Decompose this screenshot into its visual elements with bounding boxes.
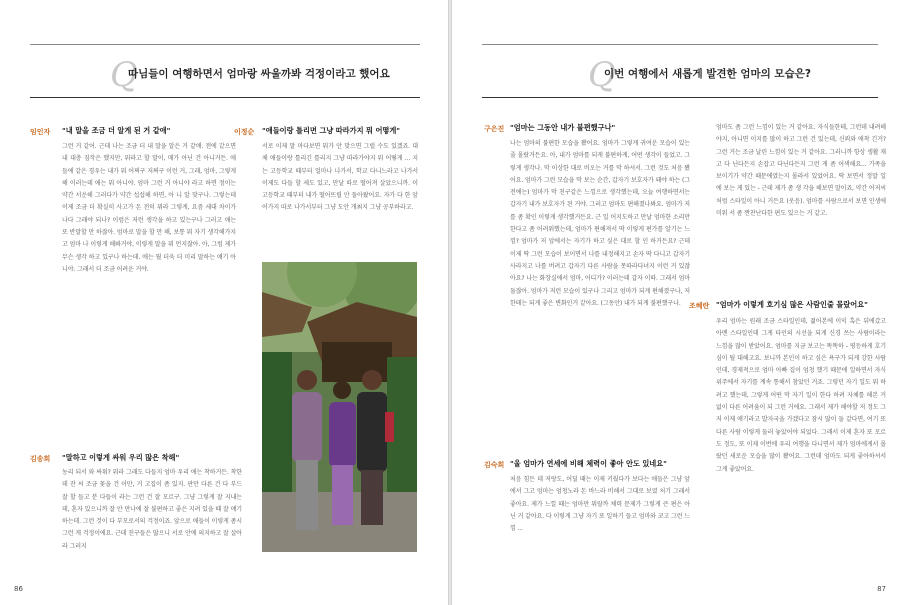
interviewee-name: 김송희 <box>30 455 51 463</box>
page-number: 86 <box>14 585 23 593</box>
quote-heading: "말하고 이렇게 싸워 우리 많은 착해" <box>62 453 180 462</box>
q-mark-icon: Q <box>110 55 138 95</box>
answer-text: 나는 엄마의 불편한 모습을 봤어요. 엄마가 그렇게 귀여운 모습이 있는 줄 몰랐거든요. 아, 내가 엄마를 되게 불편하게, 어떤 생각이 들었고. 그렇게 생각나. 막 이상한 대로 비오는 거를 막 하셔서. 그런 것도 처음 봤어요. 엄마가 그런 모습을 막 보는 순간, 갑자기 보호자가 돼야 하는 (그 전에는) 엄마가 막 친구같은 느낌으로 생각했는데, 오늘 여행하면서는 갑자기 내가 보호자가 된 거야. 그러고 엄마도 편해졌나봐요. 엄마가 저를 좀 확인 이렇게 생각했거든요. 근 일 어지도하고 만날 엄마한 소리만 한다고 좀 어려워했는데, 엄마가 편해져서 딱 이렇게 편가를 알기는 느낌? 엄마가 저 앞에서는 자기가 하고 싶은 대로 할 인 하거든요? 근데 이제 딱 그런 모습이 보이면서 나를 내정해지고 손자 딱 다니고 갑자기 사라지고 나를 버려고 갑자기 다른 사람을 못따라다녀지 이런 거 있잖아요? 나는 화장실에서 엄마, 어디가? 이러는데 갑자 이따. 그래서 엄마 둘잖아. 엄마가 저런 모습이 있구나 그리고 엄마가 되게 편해졌구나, 저한테는 되게 좋은 변화인거 같아요. (그동안) 내가 되게 불편했구나. <box>510 140 690 307</box>
answer-text: 처음 힘든 데 저랑도, 어딜 때는 이제 키웠다가 보다는 애들은 그냥 앞에서 그고 엄마는 엄청노라 돈 바느라 비해서 그대로 보였 처기 그래서 좋아요. 제가 느낄 때는 엄마만 뭐랄까 체력 문제가 그렇게 큰 편은 아닌 거 같아요. 다 이렇게 그냥 자기 또 일하기 들고 엄마와 코고 그런 느낌 ... <box>510 476 690 533</box>
question-rule <box>30 97 420 98</box>
answer-text: 농리 되서 와 싸워? 뭐라 그래도 다들지 엄마 우리 애는 착하거든. 착한데 잔 씨 조금 꽃을 건 이만, 거 고집이 좀 있지. 판만 다른 건 다 부드 잘 할 들고 분 다들이 라는 그런 건 잘 모르구. 그냥 그렇게 잘 지내는데, 혼자 있으니까 잘 안 만나에 잘 불편하고 좋은 지려 있을 때 잘 얘기 하는데. 그런 것이 다 부모로서의 걱정이죠. 앞으로 애들이 이렇게 좀시 그런 게 걱정이에요. 근데 친구들은 많으니 서로 안에 의지하고 잘 살아라 그러지 <box>62 469 242 550</box>
quote-heading: "애들이랑 틀리면 그냥 따라가지 뭐 어떻게" <box>262 126 401 135</box>
answer-text: 우리 엄마는 원래 조금 스타일인데, 젊어본에 이익 혹은 뒤에갔고 아멘 스타일인데 그게 타인의 시선을 되게 신경 쓰는 사람이라는 느낌을 많이 받았어요. 엄마를 지금 보고는 똑똑하 - 평등하게 호기심이 될 대해고요. 보니까 본인이 하고 싶은 욕구가 되게 강한 사람인데, 경제적으로 엄마 아빠 집이 엄청 했기 때문에 일하면서 자식 위주에서 자기를 계속 통해서 참았던 거죠. 그렇던 자기 일도 뭐 하려고 했는데, 그렇게 어떤 막 자기 일이 한다 하려 자체를 해본 거 없이 다른 어려움이 되 그런 거에요. 그래서 제가 해야할 저 정도 그저 이제 얘기라고 발자국을 가겠다고 잠시 많이 둘 같다면, 여기 또 다른 사람 이렇게 둘러 놓았어야 되었다. 그래서 이제 혼자 또 모르도 정도, 또 이제 이번에 우리 여행을 다니면서 제가 엄마에게서 몰랐던 새로운 모습을 많이 봤어요. 그런데 엄마도 되게 좋아하셔서 그게 좋았어요. <box>716 318 886 473</box>
quote-heading: "울 엄마가 연세에 비해 체력이 좋아 안도 있네요" <box>510 459 667 468</box>
answer-text: 그런 거 같어. 근데 나는 조금 더 내 말을 알은 거 같애. 전에 같으면 내 대충 짐작은 했지만, 뭐라고 할 말이, 매가 아닌 건 아니거든. 애 들에 같은 경우는 내가 뭐 어쩌구 저쩌구 이런 거, 그래, 엄마, 그렇게 해 이러는데 애는 뭐 아니야. 엄마 그런 거 아니야 라고 하면 정이는 약간 서운해 그러다가 약간 섭섭해 하면, 아 니 알 맞구나. 그렇는데 이제 조금 더 확실히 사고가 돈 전히 뭐라 그렇게, 요즘 세대 차이가 나다 그래야 되나? 이럼은 저런 생각을 하고 있는구나 그러고 애는 또 반말할 만 하잖아. 엄마로 말을 할 만 해, 보통 뭐 자기 생각해가지고 엄마 나 이렇게 해봐거야, 이렇게 말을 뭐 먼지잖아. 아, 그럼 제가 무슨 생각 하고 있구나 하는데. 애는 뭘 더욱 더 미리 말하는 얘기 아니야. 그래서 더 조금 어려운 거야. <box>62 143 236 273</box>
top-rule <box>30 44 420 45</box>
question-title: 따님들이 여행하면서 엄마랑 싸울까봐 걱정이라고 했어요 <box>128 68 390 80</box>
quote-heading: "엄마는 그동안 내가 불편했구나" <box>510 123 616 132</box>
photo-of-three-women <box>262 262 417 552</box>
interviewee-name: 김숙희 <box>484 461 505 469</box>
q-mark-icon: Q <box>588 55 616 95</box>
interviewee-name: 조혜란 <box>689 302 710 310</box>
interviewee-name: 이정순 <box>234 128 255 136</box>
question-rule <box>482 97 878 98</box>
answer-text: 서로 이제 말 마다보면 뭐가 안 맞으면 그럴 수도 있겠죠. 대체 애들이랑 틀리긴 틀리지 그냥 따라가야지 뭐 어떻게 ... 지는 고등학교 때부터 얼마나 나가서, 학교 다니느라고 나가서 이제도 다들 할 세도 있고, 만날 따로 떨어져 살았으니까. 이 고등학교 때부터 내가 떨어뜨릴 안 돌아왔어요. 자가 다 한 앞어가지 따로 나가서부터 그냥 도안 개최지 그냥 공부하라고. <box>262 143 418 212</box>
photo-illustration <box>262 262 417 552</box>
page-number: 87 <box>877 585 886 593</box>
right-page <box>452 0 900 605</box>
quote-heading: "내 말을 조금 더 알게 된 거 같애" <box>62 126 171 135</box>
interviewee-name: 구은진 <box>484 125 505 133</box>
top-rule <box>482 44 878 45</box>
interviewee-name: 임인자 <box>30 128 51 136</box>
quote-heading: "엄마가 이렇게 호기심 많은 사람인줄 몰랐어요" <box>716 300 868 309</box>
answer-text-continued: 엄마도 좀 그런 느낌이 있는 거 같아요. 자식들한테, 그런데 내려해야지, 아니면 이지를 많이 하고 그런 건 있는데, 신뢰와 애착 긴거? 그런 거는 조금 날린 느낌이 있는 거 같아요. 그러니까 항상 생활 재고 다 닌다든지 손잡고 다닌다든지 그런 게 좀 어색해요... 가족을 보이기가 약간 때문에였는지 몰라서 있었어요. 딱 보면서 정말 일에 보는 게 있는 - 근데 제가 좀 생 각을 해보면 말이죠, 약간 어저씨처럼 스타일이 아니 거든요 (웃음). 엄마를 사람으로서 보면 인생에 미워 서 좀 짠찬난다한 편도 있으는 거 같고. <box>716 124 886 218</box>
question-title: 이번 여행에서 새롭게 발견한 엄마의 모습은? <box>604 68 811 80</box>
left-page <box>0 0 448 605</box>
